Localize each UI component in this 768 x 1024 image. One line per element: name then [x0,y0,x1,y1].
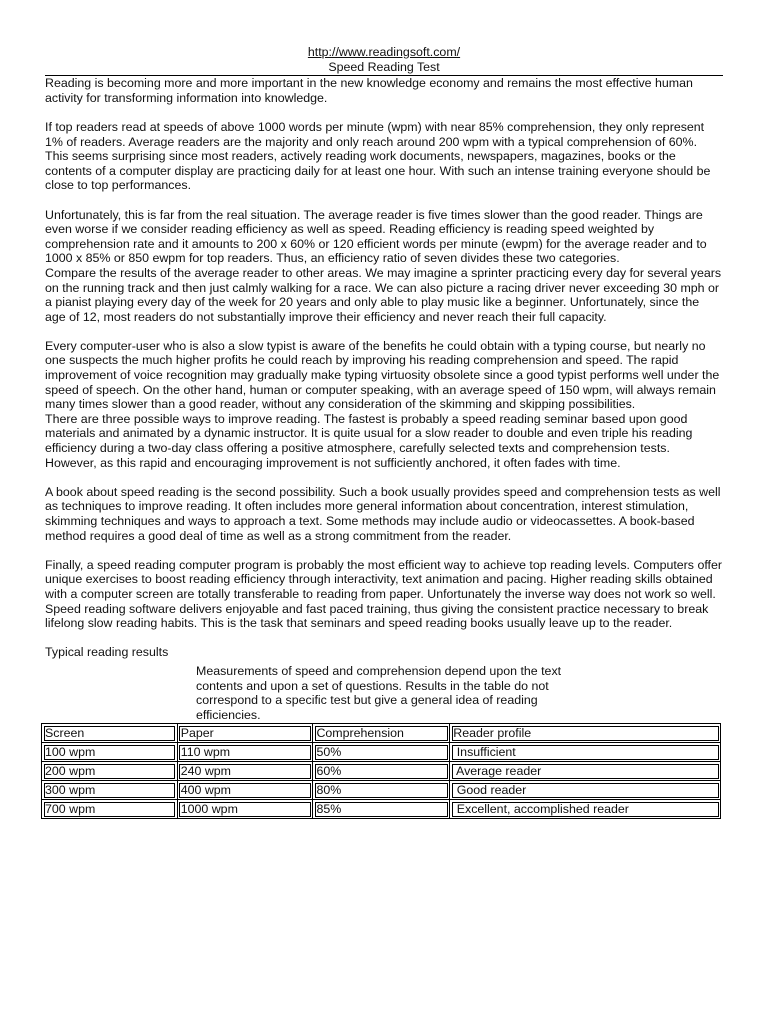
paragraph: There are three possible ways to improve reading. The fastest is probably a speed reading seminar based upon good materials and animated by a dynamic instructor. It is quite usual for a slow reader to double and even triple his reading efficiency during a two-day class offering a positive atmosphere, carefully selected texts and comprehension tests. However, as this rapid and encouraging improvement is not sufficiently anchored, it often fades with time. [45,411,693,470]
paragraph: If top readers read at speeds of above 1000 words per minute (wpm) with near 85% comprehension, they only represent 1% of readers. Average readers are the majority and only reach around 200 wpm with a typical comprehension of 60%. This seems surprising since most readers, actively reading work documents, newspapers, magazines, books or the contents of a computer display are practicing daily for at least one hour. With such an intense training everyone should be close to top performances. [45,119,711,193]
table-row [42,743,721,762]
table-cell: 300 wpm [42,781,178,800]
table-header-cell: Screen [42,724,178,743]
table-row [42,762,721,781]
paragraph: Reading is becoming more and more important in the new knowledge economy and remains the most effective human activity for transforming information into knowledge. [45,76,693,105]
document-header [45,45,723,76]
table-cell: Insufficient [450,743,721,762]
table-cell: Excellent, accomplished reader [450,800,721,819]
document-title: Speed Reading Test [45,60,723,77]
table-cell: 1000 wpm [177,800,313,819]
table-cell: 60% [313,762,450,781]
results-table [41,723,721,819]
source-url-link[interactable]: http://www.readingsoft.com/ [307,45,461,59]
paragraph: Every computer-user who is also a slow typist is aware of the benefits he could obtain with a typing course, but nearly no one suspects the much higher profits he could reach by improving his reading comprehension and speed. The rapid improvement of voice recognition may gradually make typing virtuosity obsolete since a good typist performs well under the speed of speech. On the other hand, human or computer speaking, with an average speed of 150 wpm, will always remain many times slower than a good reader, without any consideration of the skimming and skipping possibilities. [45,338,720,412]
results-note: Measurements of speed and comprehension depend upon the text contents and upon a set of questions. Results in the table do not correspond to a specific test but give a general idea of reading efficiencies. [196,663,562,722]
table-header-cell: Comprehension [313,724,450,743]
table-header-row [42,724,721,743]
table-cell: 200 wpm [42,762,178,781]
paragraph: A book about speed reading is the second possibility. Such a book usually provides speed and comprehension tests as well as techniques to improve reading. It often includes more general information about concentration, interest stimulation, skimming techniques and ways to approach a text. Some methods may include audio or videocassettes. A book-based method requires a good deal of time as well as a strong commitment from the reader. [45,484,721,543]
table-cell: 110 wpm [177,743,313,762]
paragraph: Finally, a speed reading computer program is probably the most efficient way to achieve top reading levels. Computers offer unique exercises to boost reading efficiency through interactivity, text animation and pacing. Higher reading skills obtained with a computer screen are totally transferable to reading from paper. Unfortunately the inverse way does not work so well. Speed reading software delivers enjoyable and fast paced training, thus giving the consistent practice necessary to break lifelong slow reading habits. This is the task that seminars and speed reading books usually leave up to the reader. [45,557,723,631]
results-heading: Typical reading results [45,645,169,660]
document-page [45,45,723,819]
table-row [42,800,721,819]
table-cell: 50% [313,743,450,762]
table-cell: 400 wpm [177,781,313,800]
table-header-cell: Paper [177,724,313,743]
table-row [42,781,721,800]
table-header-cell: Reader profile [450,724,721,743]
table-cell: 240 wpm [177,762,313,781]
table-cell: 80% [313,781,450,800]
paragraph: Compare the results of the average reader to other areas. We may imagine a sprinter practicing every day for several years on the running track and then just calmly walking for a race. We can also picture a racing driver never exceeding 30 mph or a pianist playing every day of the week for 20 years and only able to play music like a beginner. Unfortunately, since the age of 12, most readers do not substantially improve their efficiency and never reach their full capacity. [45,265,722,324]
table-cell: 700 wpm [42,800,178,819]
paragraph: Unfortunately, this is far from the real situation. The average reader is five times slower than the good reader. Things are even worse if we consider reading efficiency as well as speed. Reading efficiency is reading speed weighted by comprehension rate and it amounts to 200 x 60% or 120 efficient words per minute (ewpm) for the average reader and to 1000 x 85% or 850 ewpm for top readers. Thus, an efficiency ratio of seven divides these two categories. [45,207,707,266]
table-cell: 85% [313,800,450,819]
table-cell: Average reader [450,762,721,781]
table-cell: 100 wpm [42,743,178,762]
table-cell: Good reader [450,781,721,800]
